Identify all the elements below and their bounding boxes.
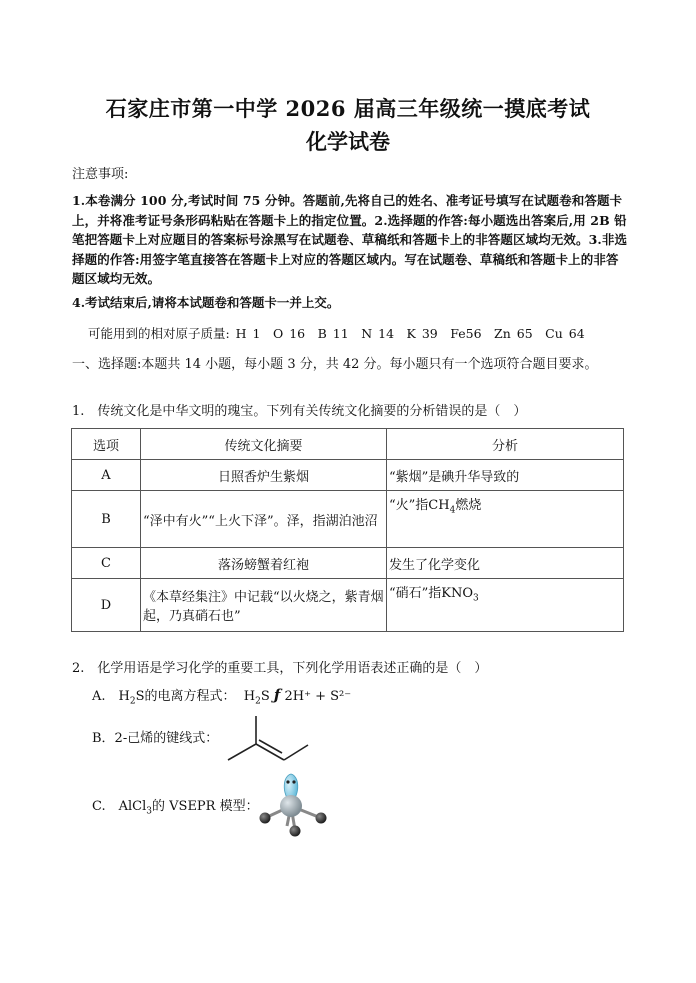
option-a-label: A. H xyxy=(92,689,130,704)
option-cell: A xyxy=(72,460,141,491)
analysis-text: “硝石”指KNO xyxy=(389,586,474,601)
equation-part: 2H⁺ + S²⁻ xyxy=(284,689,352,704)
notice-heading: 注意事项: xyxy=(72,167,129,182)
option-c-sub: 3 xyxy=(146,806,153,817)
question-2-option-a xyxy=(92,685,652,712)
equation-sub: 2 xyxy=(255,696,261,707)
section-1-heading: 一、选择题:本题共 14 小题，每小题 3 分，共 42 分。每小题只有一个选项符合题目要求。 xyxy=(72,357,598,372)
table-header: 选项 xyxy=(72,429,141,460)
equation-part: S xyxy=(260,689,270,704)
atomic-masses: 可能用到的相对原子质量: H 1 O 16 B 11 N 14 K 39 Fe56 Zn 65 Cu 64 xyxy=(88,326,585,341)
question-1-table xyxy=(71,428,624,632)
question-2-stem: 2. 化学用语是学习化学的重要工具，下列化学用语表述正确的是（ ） xyxy=(72,661,488,676)
abstract-cell: 《本草经集注》中记载“以火烧之，紫青烟起，乃真硝石也” xyxy=(141,579,387,632)
exam-subtitle: 化学试卷 xyxy=(306,129,390,154)
notice-body: 1.本卷满分 100 分,考试时间 75 分钟。答题前,先将自己的姓名、准考证号填写在试题卷和答题卡上，并将准考证号条形码粘贴在答题卡上的指定位置。2.选择题的作答:每小题选出答案后,用 2B 铅笔把答题卡上对应题目的答案标号涂黑写在试题卷、草稿纸和答题卡上的非答题区域均无效。3.非选择题的作答:用签字笔直接答在答题卡上对应的答题区域内。写在试题卷、草稿纸和答题卡上的非答题区域均无效。 xyxy=(72,193,628,287)
analysis-cell xyxy=(387,579,624,632)
question-2-option-b: B．2-己烯的键线式： xyxy=(92,731,219,746)
abstract-cell: “泽中有火”“上火下泽”。泽，指湖泊池沼 xyxy=(141,491,387,548)
abstract-cell: 落汤螃蟹着红袍 xyxy=(141,548,387,579)
abstract-cell: 日照香炉生紫烟 xyxy=(141,460,387,491)
analysis-subscript: 3 xyxy=(473,593,479,604)
exam-title: 石家庄市第一中学 2026 届高三年级统一摸底考试 xyxy=(105,96,591,121)
table-row xyxy=(72,460,624,491)
table-row xyxy=(72,491,624,548)
vsepr-model-icon xyxy=(253,768,333,848)
option-cell: C xyxy=(72,548,141,579)
option-a-text: S的电离方程式： xyxy=(135,689,236,704)
option-a-sub: 2 xyxy=(129,696,136,707)
analysis-cell xyxy=(387,491,624,548)
notice-item-4: 4.考试结束后,请将本试题卷和答题卡一并上交。 xyxy=(72,295,340,310)
table-header: 分析 xyxy=(387,429,624,460)
question-2-option-c xyxy=(92,797,652,822)
analysis-text: 燃烧 xyxy=(455,498,482,513)
question-1-stem: 1. 传统文化是中华文明的瑰宝。下列有关传统文化摘要的分析错误的是（ ） xyxy=(72,404,527,419)
table-row xyxy=(72,548,624,579)
option-cell: B xyxy=(72,491,141,548)
analysis-subscript: 4 xyxy=(449,505,456,516)
analysis-text: “火”指CH xyxy=(389,498,450,513)
option-cell: D xyxy=(72,579,141,632)
analysis-cell: 发生了化学变化 xyxy=(387,548,624,579)
analysis-cell: “紫烟”是碘升华导致的 xyxy=(387,460,624,491)
table-header-row xyxy=(72,429,624,460)
table-header: 传统文化摘要 xyxy=(141,429,387,460)
equilibrium-arrow: ƒ xyxy=(273,686,281,704)
skeletal-formula-icon xyxy=(226,712,316,766)
table-row xyxy=(72,579,624,632)
equation-part: H xyxy=(243,689,256,704)
option-c-label: C. AlCl xyxy=(92,799,147,814)
option-c-text: 的 VSEPR 模型： xyxy=(152,799,259,814)
